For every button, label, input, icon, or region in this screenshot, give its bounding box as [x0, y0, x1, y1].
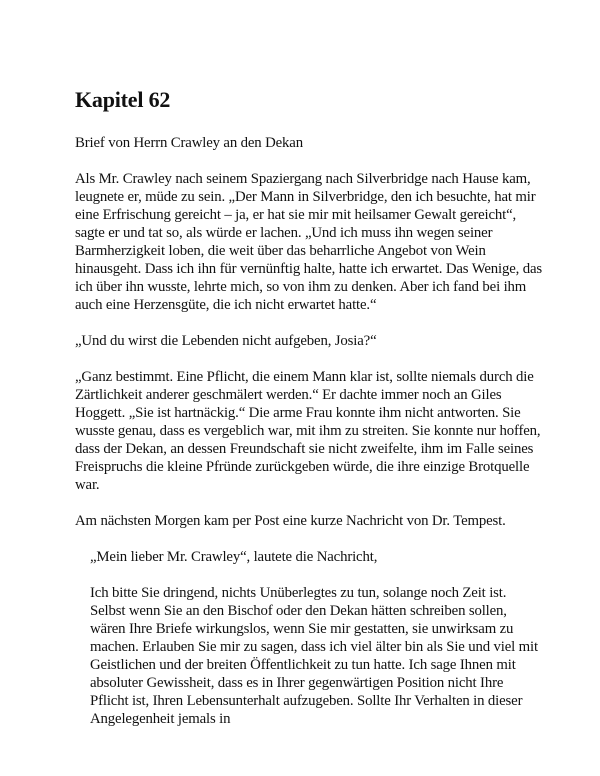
letter-block — [90, 548, 540, 728]
letter-salutation: „Mein lieber Mr. Crawley“, lautete die Nachricht, — [90, 549, 378, 565]
paragraph-1: Als Mr. Crawley nach seinem Spaziergang nach Silverbridge nach Hause kam, leugnete er, müde zu sein. „Der Mann in Silverbridge, den ich besuchte, hat mir eine Erfrischung gereicht – ja, er hat sie mir mit heilsamer Gewalt gereicht“, sagte er und tat so, als würde er lachen. „Und ich muss ihn wegen seiner Barmherzigkeit loben, die weit über das beharrliche Angebot von Wein hinausgeht. Dass ich ihn für vernünftig halte, hatte ich erwartet. Das Wenige, das ich über ihn wusste, lehrte mich, so von ihm zu denken. Aber ich fand bei ihm auch eine Herzensgüte, die ich nicht erwartet hatte.“ — [75, 171, 542, 313]
paragraph-4: Am nächsten Morgen kam per Post eine kurze Nachricht von Dr. Tempest. — [75, 513, 506, 529]
document-page — [75, 86, 545, 746]
letter-body: Ich bitte Sie dringend, nichts Unüberlegtes zu tun, solange noch Zeit ist. Selbst wenn Sie an den Bischof oder den Dekan hätten schreiben sollen, wären Ihre Briefe wirkungslos, wenn Sie mir gestatten, sie unwirksam zu machen. Erlauben Sie mir zu sagen, dass ich viel älter bin als Sie und viel mit Geistlichen und der breiten Öffentlichkeit zu tun hatte. Ich sage Ihnen mit absoluter Gewissheit, dass es in Ihrer gegenwärtigen Position nicht Ihre Pflicht ist, Ihren Lebensunterhalt aufzugeben. Sollte Ihr Verhalten in dieser Angelegenheit jemals in — [90, 585, 538, 727]
paragraph-2: „Und du wirst die Lebenden nicht aufgeben, Josia?“ — [75, 333, 377, 349]
paragraph-3: „Ganz bestimmt. Eine Pflicht, die einem Mann klar ist, sollte niemals durch die Zärtlichkeit anderer geschmälert werden.“ Er dachte immer noch an Giles Hoggett. „Sie ist hartnäckig.“ Die arme Frau konnte ihm nicht antworten. Sie wusste genau, dass es vergeblich war, mit ihm zu streiten. Sie konnte nur hoffen, dass der Dekan, an dessen Freundschaft sie nicht zweifelte, ihm im Falle seines Freispruchs die kleine Pfründe zurückgeben würde, die ihre einzige Brotquelle war. — [75, 369, 541, 493]
chapter-subtitle: Brief von Herrn Crawley an den Dekan — [75, 135, 303, 151]
chapter-title: Kapitel 62 — [75, 87, 171, 112]
